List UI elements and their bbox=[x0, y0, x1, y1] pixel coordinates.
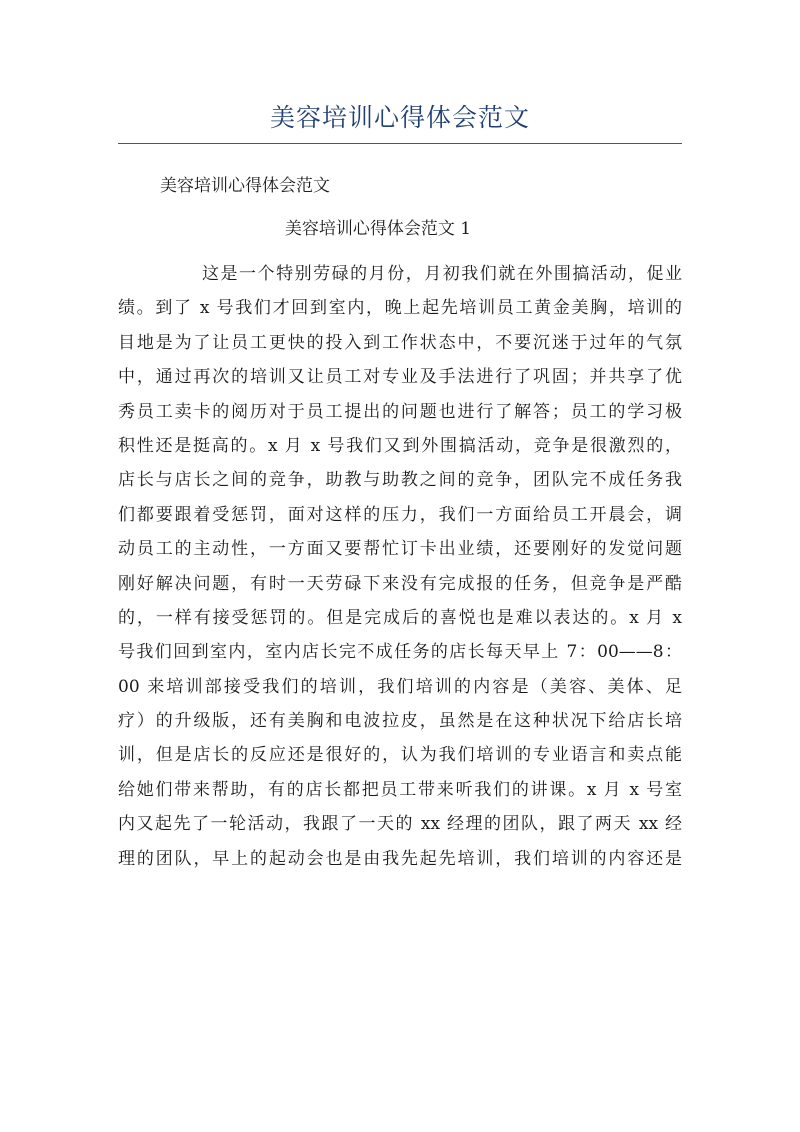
body-line: 内又起先了一轮活动，我跟了一天的 xx 经理的团队，跟了两天 xx 经 bbox=[118, 814, 682, 835]
body-line: 秀员工卖卡的阅历对于员工提出的问题也进行了解答；员工的学习极 bbox=[118, 401, 682, 422]
body-line: 店长与店长之间的竞争，助教与助教之间的竞争，团队完不成任务我 bbox=[118, 470, 682, 491]
title-underline bbox=[118, 143, 682, 144]
body-line: 训，但是店长的反应还是很好的，认为我们培训的专业语言和卖点能 bbox=[118, 745, 682, 766]
body-line: 给她们带来帮助，有的店长都把员工带来听我们的讲课。x 月 x 号室 bbox=[118, 779, 682, 800]
body-line: 中，通过再次的培训又让员工对专业及手法进行了巩固；并共享了优 bbox=[118, 367, 682, 388]
body-line: 目地是为了让员工更快的投入到工作状态中，不要沉迷于过年的气氛 bbox=[118, 332, 682, 353]
section-heading: 美容培训心得体会范文 1 bbox=[284, 219, 472, 239]
body-line: 刚好解决问题，有时一天劳碌下来没有完成报的任务，但竞争是严酷 bbox=[118, 573, 682, 594]
body-line: 积性还是挺高的。x 月 x 号我们又到外围搞活动，竞争是很激烈的， bbox=[118, 435, 682, 456]
document-title: 美容培训心得体会范文 bbox=[269, 103, 530, 132]
body-line: 动员工的主动性，一方面又要帮忙订卡出业绩，还要刚好的发觉问题 bbox=[118, 539, 682, 560]
body-paragraph bbox=[118, 257, 682, 876]
body-line: 00 来培训部接受我们的培训，我们培训的内容是（美容、美体、足 bbox=[118, 676, 682, 697]
body-line: 这是一个特别劳碌的月份，月初我们就在外围搞活动，促业 bbox=[202, 264, 682, 284]
document-subtitle: 美容培训心得体会范文 bbox=[160, 176, 330, 196]
body-line: 理的团队，早上的起动会也是由我先起先培训，我们培训的内容还是 bbox=[118, 848, 682, 869]
body-line: 绩。到了 x 号我们才回到室内，晚上起先培训员工黄金美胸，培训的 bbox=[118, 298, 682, 319]
body-line: 疗）的升级版，还有美胸和电波拉皮，虽然是在这种状况下给店长培 bbox=[118, 711, 682, 732]
body-line: 号我们回到室内，室内店长完不成任务的店长每天早上 7：00——8： bbox=[118, 642, 682, 663]
body-line: 的，一样有接受惩罚的。但是完成后的喜悦也是难以表达的。x 月 x bbox=[118, 607, 682, 628]
body-line: 们都要跟着受惩罚，面对这样的压力，我们一方面给员工开晨会，调 bbox=[118, 504, 682, 525]
